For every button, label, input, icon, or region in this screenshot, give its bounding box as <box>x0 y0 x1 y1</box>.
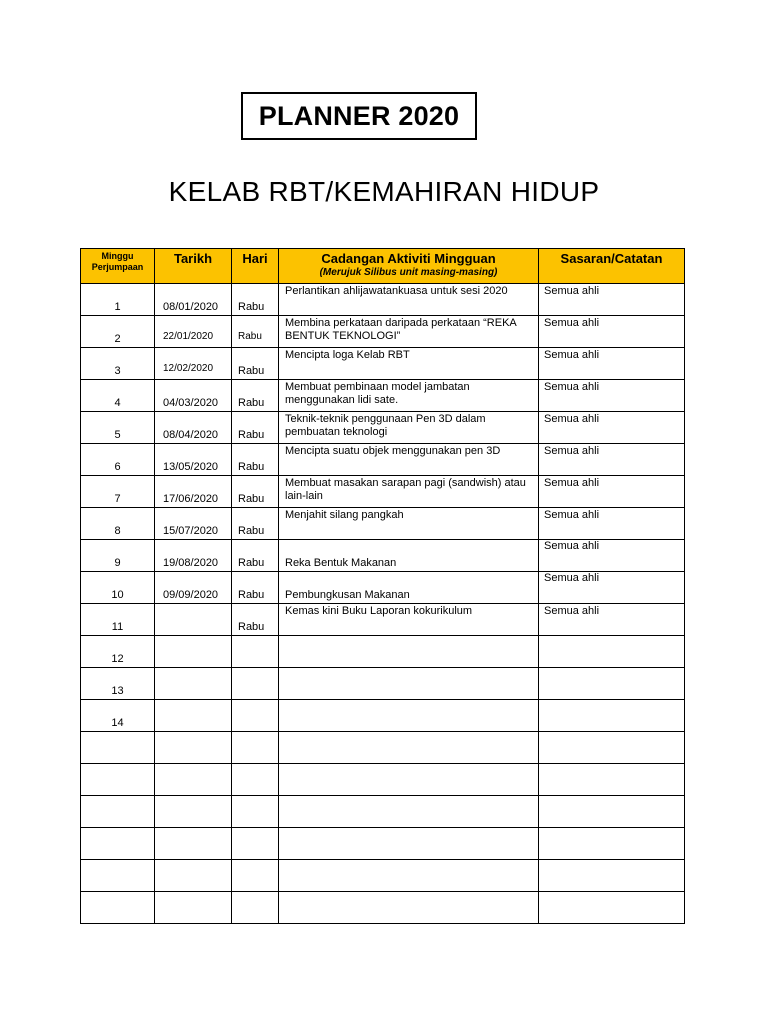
cell-tarikh <box>155 796 232 828</box>
cell-aktiviti <box>279 700 539 732</box>
table-row <box>81 348 685 380</box>
cell-hari-text: Rabu <box>238 365 265 377</box>
cell-sasaran-text <box>539 892 684 893</box>
table-row <box>81 572 685 604</box>
cell-sasaran <box>539 508 685 540</box>
cell-tarikh-text: 13/05/2020 <box>163 461 219 473</box>
page-subtitle: KELAB RBT/KEMAHIRAN HIDUP <box>168 176 600 207</box>
cell-tarikh <box>155 860 232 892</box>
cell-tarikh <box>155 636 232 668</box>
cell-sasaran <box>539 636 685 668</box>
cell-hari-text: Rabu <box>238 589 265 601</box>
cell-minggu <box>81 892 155 924</box>
table-header-row <box>81 249 685 284</box>
cell-aktiviti <box>279 764 539 796</box>
cell-aktiviti-text: Mencipta loga Kelab RBT <box>285 349 410 361</box>
cell-aktiviti-text: Membina perkataan daripada perkataan “REKA BENTUK TEKNOLOGI” <box>285 317 517 342</box>
cell-sasaran <box>539 380 685 412</box>
cell-aktiviti <box>279 572 539 604</box>
cell-sasaran <box>539 860 685 892</box>
cell-hari <box>232 284 279 316</box>
cell-hari-text: Rabu <box>238 493 265 505</box>
header-aktiviti-sub: (Merujuk Silibus unit masing-masing) <box>319 267 498 278</box>
cell-hari <box>232 444 279 476</box>
cell-hari <box>232 668 279 700</box>
cell-minggu-text: 7 <box>114 493 121 505</box>
cell-hari <box>232 700 279 732</box>
cell-sasaran <box>539 540 685 572</box>
table-row <box>81 316 685 348</box>
cell-minggu <box>81 796 155 828</box>
cell-minggu <box>81 380 155 412</box>
cell-hari-text: Rabu <box>238 461 265 473</box>
cell-aktiviti <box>279 316 539 348</box>
cell-sasaran <box>539 700 685 732</box>
table-row <box>81 796 685 828</box>
cell-minggu-text: 6 <box>114 461 121 473</box>
cell-aktiviti-text <box>279 700 538 701</box>
table-row <box>81 636 685 668</box>
table-row <box>81 508 685 540</box>
table-body <box>81 284 685 924</box>
cell-tarikh <box>155 892 232 924</box>
cell-sasaran-text <box>539 860 684 861</box>
cell-aktiviti <box>279 604 539 636</box>
cell-minggu <box>81 316 155 348</box>
cell-hari-text: Rabu <box>238 301 265 313</box>
cell-minggu <box>81 284 155 316</box>
cell-tarikh-text: 15/07/2020 <box>163 525 219 537</box>
cell-sasaran-text: Semua ahli <box>544 413 600 425</box>
cell-aktiviti <box>279 380 539 412</box>
cell-tarikh <box>155 508 232 540</box>
table-row <box>81 860 685 892</box>
table-row <box>81 412 685 444</box>
cell-sasaran <box>539 828 685 860</box>
cell-sasaran <box>539 284 685 316</box>
cell-hari <box>232 476 279 508</box>
cell-sasaran-text <box>539 700 684 701</box>
cell-sasaran <box>539 348 685 380</box>
cell-tarikh-text: 08/01/2020 <box>163 301 219 313</box>
cell-minggu <box>81 732 155 764</box>
cell-sasaran-text <box>539 796 684 797</box>
cell-tarikh <box>155 380 232 412</box>
table-row <box>81 668 685 700</box>
cell-sasaran <box>539 444 685 476</box>
cell-minggu-text: 2 <box>114 333 121 345</box>
cell-tarikh <box>155 828 232 860</box>
cell-sasaran-text: Semua ahli <box>544 285 600 297</box>
cell-minggu-text: 13 <box>111 685 124 697</box>
cell-sasaran-text: Semua ahli <box>544 381 600 393</box>
cell-tarikh-text: 17/06/2020 <box>163 493 219 505</box>
cell-aktiviti-text: Membuat pembinaan model jambatan menggunakan lidi sate. <box>285 381 470 406</box>
header-tarikh: Tarikh <box>155 249 232 284</box>
cell-sasaran <box>539 412 685 444</box>
cell-minggu <box>81 540 155 572</box>
cell-minggu <box>81 668 155 700</box>
cell-aktiviti-text <box>279 764 538 765</box>
cell-sasaran <box>539 572 685 604</box>
cell-sasaran <box>539 892 685 924</box>
cell-minggu <box>81 348 155 380</box>
cell-aktiviti <box>279 636 539 668</box>
cell-sasaran-text: Semua ahli <box>544 572 600 584</box>
table-row <box>81 764 685 796</box>
cell-tarikh <box>155 316 232 348</box>
table-row <box>81 732 685 764</box>
cell-hari-text: Rabu <box>238 557 265 569</box>
cell-aktiviti-text <box>279 668 538 669</box>
cell-sasaran <box>539 668 685 700</box>
table-row <box>81 892 685 924</box>
cell-hari <box>232 412 279 444</box>
cell-sasaran-text <box>539 732 684 733</box>
table-row <box>81 540 685 572</box>
cell-tarikh <box>155 700 232 732</box>
cell-aktiviti <box>279 508 539 540</box>
cell-tarikh-text: 09/09/2020 <box>163 589 219 601</box>
cell-hari <box>232 860 279 892</box>
cell-tarikh <box>155 348 232 380</box>
cell-tarikh-text: 12/02/2020 <box>163 363 214 374</box>
cell-minggu-text: 11 <box>111 621 124 633</box>
cell-aktiviti <box>279 284 539 316</box>
cell-hari <box>232 764 279 796</box>
cell-aktiviti <box>279 412 539 444</box>
cell-aktiviti <box>279 348 539 380</box>
cell-hari <box>232 796 279 828</box>
header-minggu: Minggu Perjumpaan <box>81 249 155 284</box>
cell-aktiviti-text: Teknik-teknik penggunaan Pen 3D dalam pembuatan teknologi <box>285 413 486 438</box>
cell-aktiviti-text <box>279 828 538 829</box>
cell-sasaran-text <box>539 636 684 637</box>
cell-minggu-text: 5 <box>114 429 121 441</box>
cell-aktiviti-text: Reka Bentuk Makanan <box>285 557 397 569</box>
cell-hari-text: Rabu <box>238 331 262 342</box>
cell-hari <box>232 540 279 572</box>
cell-aktiviti <box>279 444 539 476</box>
cell-hari-text: Rabu <box>238 525 265 537</box>
cell-aktiviti-text <box>279 636 538 637</box>
cell-hari <box>232 508 279 540</box>
cell-sasaran-text <box>539 828 684 829</box>
cell-tarikh <box>155 284 232 316</box>
cell-aktiviti <box>279 796 539 828</box>
cell-aktiviti-text <box>279 860 538 861</box>
planner-table <box>80 248 685 924</box>
cell-sasaran <box>539 476 685 508</box>
cell-aktiviti <box>279 732 539 764</box>
cell-tarikh <box>155 572 232 604</box>
table-row <box>81 444 685 476</box>
cell-sasaran <box>539 732 685 764</box>
cell-minggu-text: 8 <box>114 525 121 537</box>
cell-hari <box>232 348 279 380</box>
cell-minggu <box>81 764 155 796</box>
cell-minggu-text: 12 <box>111 653 124 665</box>
cell-hari <box>232 732 279 764</box>
cell-aktiviti-text: Kemas kini Buku Laporan kokurikulum <box>285 605 473 617</box>
cell-sasaran-text: Semua ahli <box>544 509 600 521</box>
table-row <box>81 700 685 732</box>
cell-minggu <box>81 444 155 476</box>
cell-sasaran-text: Semua ahli <box>544 317 600 329</box>
cell-tarikh-text: 22/01/2020 <box>163 331 214 342</box>
cell-tarikh-text: 04/03/2020 <box>163 397 219 409</box>
table-row <box>81 380 685 412</box>
cell-aktiviti-text: Mencipta suatu objek menggunakan pen 3D <box>285 445 501 457</box>
cell-sasaran-text: Semua ahli <box>544 445 600 457</box>
cell-hari-text: Rabu <box>238 429 265 441</box>
cell-sasaran-text: Semua ahli <box>544 605 600 617</box>
cell-hari <box>232 316 279 348</box>
cell-minggu <box>81 476 155 508</box>
cell-aktiviti-text: Membuat masakan sarapan pagi (sandwish) atau lain-lain <box>285 477 526 502</box>
cell-tarikh <box>155 732 232 764</box>
table-row <box>81 828 685 860</box>
cell-aktiviti <box>279 540 539 572</box>
cell-hari-text: Rabu <box>238 621 265 633</box>
header-hari: Hari <box>232 249 279 284</box>
cell-tarikh <box>155 412 232 444</box>
cell-aktiviti-text <box>279 796 538 797</box>
cell-sasaran <box>539 604 685 636</box>
cell-minggu <box>81 700 155 732</box>
cell-tarikh <box>155 764 232 796</box>
cell-tarikh <box>155 604 232 636</box>
cell-aktiviti <box>279 860 539 892</box>
cell-sasaran-text: Semua ahli <box>544 349 600 361</box>
cell-tarikh <box>155 540 232 572</box>
cell-sasaran <box>539 764 685 796</box>
cell-minggu-text: 14 <box>111 717 124 729</box>
header-sasaran: Sasaran/Catatan <box>539 249 685 284</box>
cell-hari <box>232 892 279 924</box>
cell-aktiviti-text <box>279 892 538 893</box>
cell-sasaran-text <box>539 668 684 669</box>
cell-aktiviti-text: Menjahit silang pangkah <box>285 509 404 521</box>
title-box <box>241 92 477 140</box>
cell-aktiviti <box>279 476 539 508</box>
cell-aktiviti-text: Pembungkusan Makanan <box>285 589 410 601</box>
cell-minggu-text: 10 <box>111 589 124 601</box>
cell-aktiviti-text <box>279 732 538 733</box>
cell-aktiviti <box>279 892 539 924</box>
cell-aktiviti <box>279 668 539 700</box>
cell-hari <box>232 828 279 860</box>
cell-minggu-text: 1 <box>114 301 121 313</box>
cell-tarikh <box>155 444 232 476</box>
cell-minggu <box>81 412 155 444</box>
cell-tarikh <box>155 476 232 508</box>
header-aktiviti: Cadangan Aktiviti Mingguan (Merujuk Silibus unit masing-masing) <box>279 249 539 284</box>
cell-sasaran <box>539 796 685 828</box>
cell-minggu-text: 3 <box>114 365 121 377</box>
table-row <box>81 476 685 508</box>
table-row <box>81 284 685 316</box>
cell-minggu <box>81 828 155 860</box>
cell-minggu-text: 9 <box>114 557 121 569</box>
cell-hari <box>232 604 279 636</box>
cell-hari <box>232 380 279 412</box>
cell-hari <box>232 636 279 668</box>
cell-aktiviti-text: Perlantikan ahlijawatankuasa untuk sesi 2020 <box>285 285 508 297</box>
cell-sasaran-text: Semua ahli <box>544 540 600 552</box>
cell-minggu <box>81 604 155 636</box>
cell-hari <box>232 572 279 604</box>
cell-minggu-text: 4 <box>114 397 121 409</box>
cell-hari-text: Rabu <box>238 397 265 409</box>
cell-tarikh-text: 19/08/2020 <box>163 557 219 569</box>
cell-minggu <box>81 572 155 604</box>
cell-aktiviti <box>279 828 539 860</box>
cell-minggu <box>81 508 155 540</box>
cell-minggu <box>81 636 155 668</box>
cell-sasaran-text: Semua ahli <box>544 477 600 489</box>
cell-tarikh-text: 08/04/2020 <box>163 429 219 441</box>
cell-tarikh <box>155 668 232 700</box>
table-row <box>81 604 685 636</box>
cell-sasaran-text <box>539 764 684 765</box>
cell-sasaran <box>539 316 685 348</box>
page-title: PLANNER 2020 <box>258 100 460 131</box>
cell-minggu <box>81 860 155 892</box>
